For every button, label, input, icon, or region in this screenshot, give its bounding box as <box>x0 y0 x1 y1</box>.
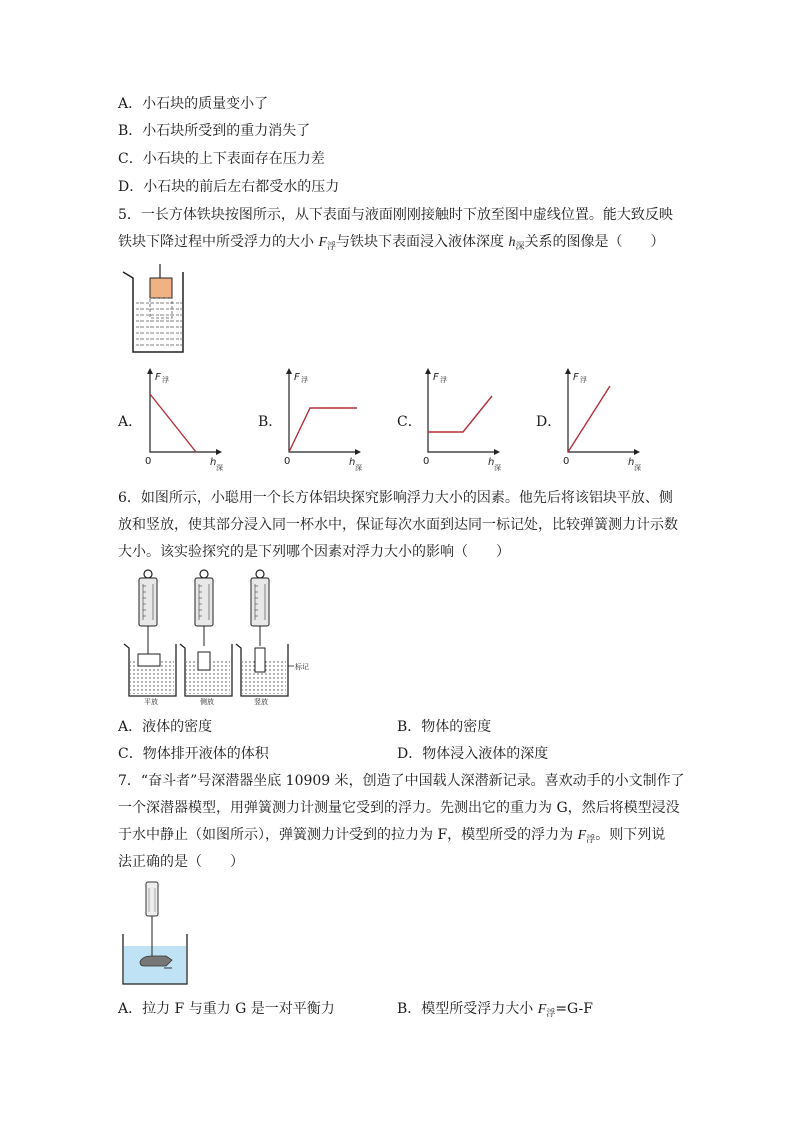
q5-graph-c <box>418 366 508 474</box>
q4-option-a: A．小石块的质量变小了 <box>118 96 269 112</box>
q7-stem-line3: 于水中静止（如图所示），弹簧测力计受到的拉力为 F，模型所受的浮力为 $F_浮$。则下列说 <box>118 827 666 845</box>
q6-figure <box>120 568 310 708</box>
q7-stem-line2: 一个深潜器模型，用弹簧测力计测量它受到的浮力。先测出它的重力为 G，然后将模型浸没 <box>118 800 680 816</box>
q5-graph-a-label: A． <box>118 414 143 430</box>
q5-stem-line1: 5．一长方体铁块按图所示，从下表面与液面刚刚接触时下放至图中虚线位置。能大致反映 <box>118 207 673 223</box>
y-axis-arrow <box>425 368 431 374</box>
y-axis-sub: 浮 <box>162 376 169 384</box>
q4-option-c: C．小石块的上下表面存在压力差 <box>118 151 325 167</box>
origin-label: 0 <box>563 456 570 467</box>
q6-mark-label: 标记 <box>295 663 309 671</box>
q5-beaker-figure <box>120 264 200 356</box>
y-axis-label: F <box>155 372 161 383</box>
x-axis-sub: 深 <box>216 464 223 472</box>
x-axis-label: h <box>628 457 635 468</box>
q7-submersible-model <box>140 956 172 966</box>
x-axis-sub: 深 <box>355 464 362 472</box>
origin-label: 0 <box>284 456 291 467</box>
q5-stem-line2: 铁块下降过程中所受浮力的大小 $F_浮$与铁块下表面浸入液体深度 $h_深$关系的图像是（ ） <box>118 234 665 252</box>
y-axis-sub: 浮 <box>440 376 447 384</box>
q5-graph-b-label: B． <box>258 414 283 430</box>
q5-graph-c-label: C． <box>397 414 422 430</box>
q6-setup-side <box>180 570 232 696</box>
q5-iron-block <box>150 278 172 298</box>
origin-label: 0 <box>423 456 430 467</box>
y-axis-label: F <box>573 372 579 383</box>
q6-label-side: 侧放 <box>200 698 214 706</box>
y-axis-arrow <box>286 368 292 374</box>
x-axis-arrow <box>494 449 500 455</box>
q5-graph-d <box>558 366 656 474</box>
q6-option-d: D．物体浸入液体的深度 <box>397 746 549 762</box>
graph-curve-b <box>289 408 357 452</box>
y-axis-sub: 浮 <box>301 376 308 384</box>
q6-option-c: C．物体排开液体的体积 <box>118 746 269 762</box>
graph-curve-a <box>150 394 196 452</box>
q7-figure <box>120 880 192 990</box>
x-axis-label: h <box>488 457 495 468</box>
x-axis-label: h <box>210 457 217 468</box>
x-axis-arrow <box>355 449 361 455</box>
q5-graph-b <box>279 366 369 474</box>
q6-option-b: B．物体的密度 <box>397 719 492 735</box>
q4-option-d: D．小石块的前后左右都受水的压力 <box>118 179 340 195</box>
q4-option-b: B．小石块所受到的重力消失了 <box>118 123 311 139</box>
q7-option-a: A．拉力 F 与重力 G 是一对平衡力 <box>118 1001 335 1017</box>
graph-curve-d <box>568 386 610 452</box>
x-axis-arrow <box>634 449 640 455</box>
y-axis-sub: 浮 <box>580 376 587 384</box>
q7-stem-line1: 7．“奋斗者”号深潜器坐底 10909 米，创造了中国载人深潜新记录。喜欢动手的小文制作了 <box>118 773 685 789</box>
q6-label-flat: 平放 <box>144 698 158 706</box>
q6-stem-line3: 大小。该实验探究的是下列哪个因素对浮力大小的影响（ ） <box>118 544 510 560</box>
y-axis-label: F <box>433 372 439 383</box>
q5-graph-d-label: D． <box>536 414 562 430</box>
x-axis-arrow <box>216 449 222 455</box>
x-axis-sub: 深 <box>634 464 641 472</box>
y-axis-label: F <box>294 372 300 383</box>
x-axis-sub: 深 <box>494 464 501 472</box>
q7-spring-scale <box>146 882 158 916</box>
q7-stem-line4: 法正确的是（ ） <box>118 854 244 870</box>
origin-label: 0 <box>145 456 152 467</box>
y-axis-arrow <box>147 368 153 374</box>
x-axis-label: h <box>349 457 356 468</box>
q6-option-a: A．液体的密度 <box>118 719 213 735</box>
q6-stem-line2: 放和竖放，使其部分浸入同一杯水中，保证每次水面到达同一标记处，比较弹簧测力计示数 <box>118 517 678 533</box>
q5-graph-a <box>140 366 230 474</box>
graph-curve-c <box>428 396 492 432</box>
q6-setup-flat <box>124 570 176 696</box>
q6-stem-line1: 6．如图所示，小聪用一个长方体铝块探究影响浮力大小的因素。他先后将该铝块平放、侧 <box>118 490 673 506</box>
q7-option-b: B．模型所受浮力大小 $F_浮=G-F$ <box>397 1001 593 1019</box>
q5-water <box>134 300 182 350</box>
q6-label-upright: 竖放 <box>254 698 268 706</box>
q6-setup-upright <box>236 570 294 696</box>
y-axis-arrow <box>565 368 571 374</box>
